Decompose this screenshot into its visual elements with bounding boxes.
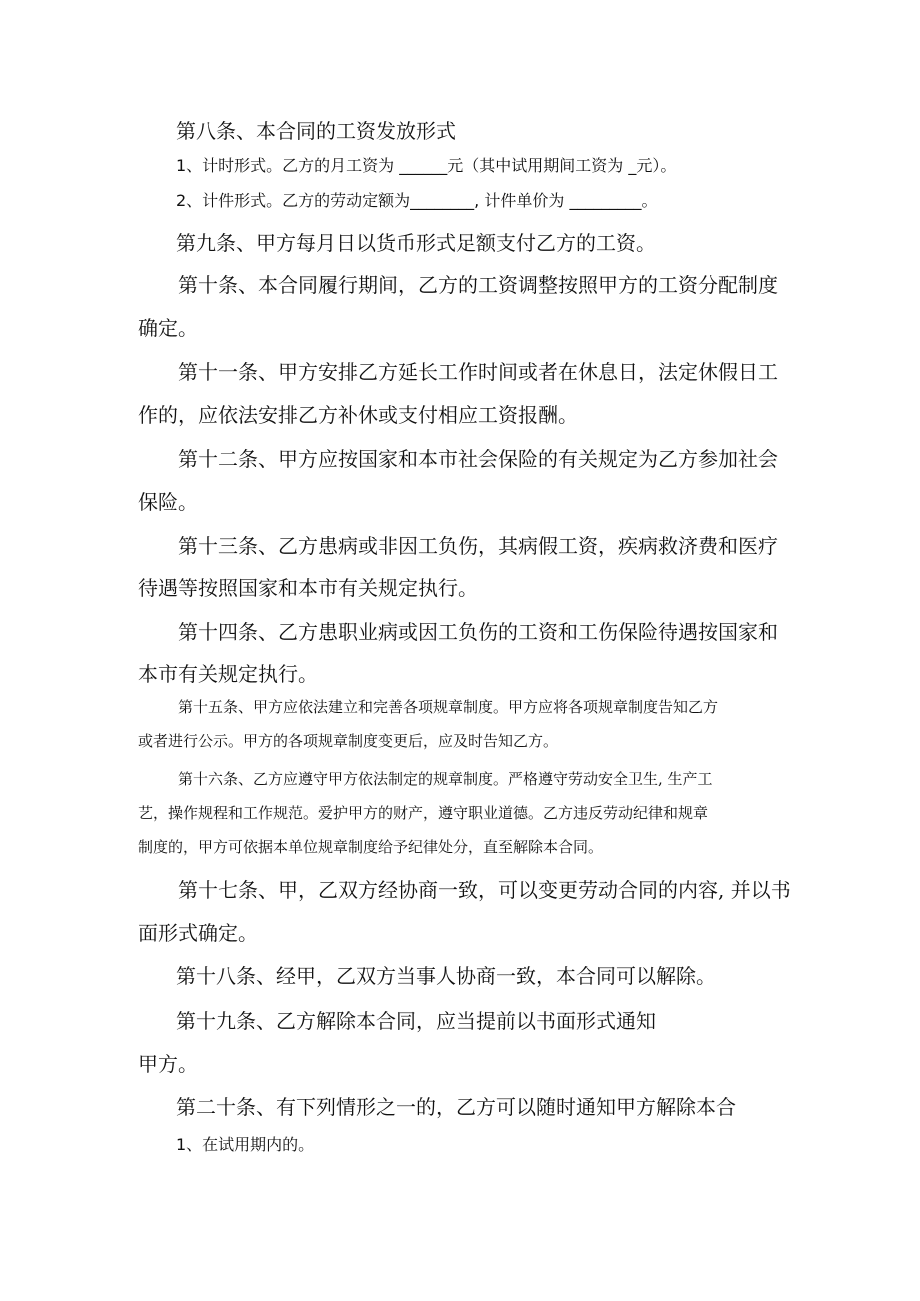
article-11-line-2: 作的，应依法安排乙方补休或支付相应工资报酬。 <box>138 403 578 427</box>
article-8-item-2: 2、计件形式。乙方的劳动定额为________, 计件单价为 _________。 <box>176 191 658 210</box>
article-12-line-2: 保险。 <box>138 490 198 514</box>
article-8-title: 第八条、本合同的工资发放形式 <box>176 119 456 143</box>
article-10-line-2: 确定。 <box>138 316 198 340</box>
article-17-line-1: 第十七条、甲，乙双方经协商一致，可以变更劳动合同的内容, 并以书 <box>178 878 791 902</box>
article-16-line-1: 第十六条、乙方应遵守甲方依法制定的规章制度。严格遵守劳动安全卫生, 生产工 <box>178 770 713 788</box>
article-20: 第二十条、有下列情形之一的，乙方可以随时通知甲方解除本合 <box>176 1095 736 1119</box>
article-17-line-2: 面形式确定。 <box>138 921 258 945</box>
article-16-line-3: 制度的，甲方可依据本单位规章制度给予纪律处分，直至解除本合同。 <box>138 838 604 856</box>
article-10-line-1: 第十条、本合同履行期间，乙方的工资调整按照甲方的工资分配制度 <box>178 273 778 297</box>
article-9: 第九条、甲方每月日以货币形式足额支付乙方的工资。 <box>176 231 656 255</box>
article-18: 第十八条、经甲，乙双方当事人协商一致，本合同可以解除。 <box>176 964 716 988</box>
article-15-line-2: 或者进行公示。甲方的各项规章制度变更后，应及时告知乙方。 <box>138 732 559 750</box>
article-13-line-1: 第十三条、乙方患病或非因工负伤，其病假工资，疾病救济费和医疗 <box>178 534 778 558</box>
article-11-line-1: 第十一条、甲方安排乙方延长工作时间或者在休息日，法定休假日工 <box>178 360 778 384</box>
article-14-line-2: 本市有关规定执行。 <box>138 662 318 686</box>
article-8-item-1: 1、计时形式。乙方的月工资为 ______元（其中试用期间工资为 _元）。 <box>176 156 677 175</box>
article-12-line-1: 第十二条、甲方应按国家和本市社会保险的有关规定为乙方参加社会 <box>178 447 778 471</box>
article-19-line-1: 第十九条、乙方解除本合同，应当提前以书面形式通知 <box>176 1009 656 1033</box>
article-16-line-2: 艺，操作规程和工作规范。爱护甲方的财产，遵守职业道德。乙方违反劳动纪律和规章 <box>138 804 709 822</box>
article-13-line-2: 待遇等按照国家和本市有关规定执行。 <box>138 576 478 600</box>
article-19-line-2: 甲方。 <box>138 1052 198 1076</box>
article-20-item-1: 1、在试用期内的。 <box>176 1135 315 1154</box>
article-15-line-1: 第十五条、甲方应依法建立和完善各项规章制度。甲方应将各项规章制度告知乙方 <box>178 698 719 716</box>
article-14-line-1: 第十四条、乙方患职业病或因工负伤的工资和工伤保险待遇按国家和 <box>178 620 778 644</box>
